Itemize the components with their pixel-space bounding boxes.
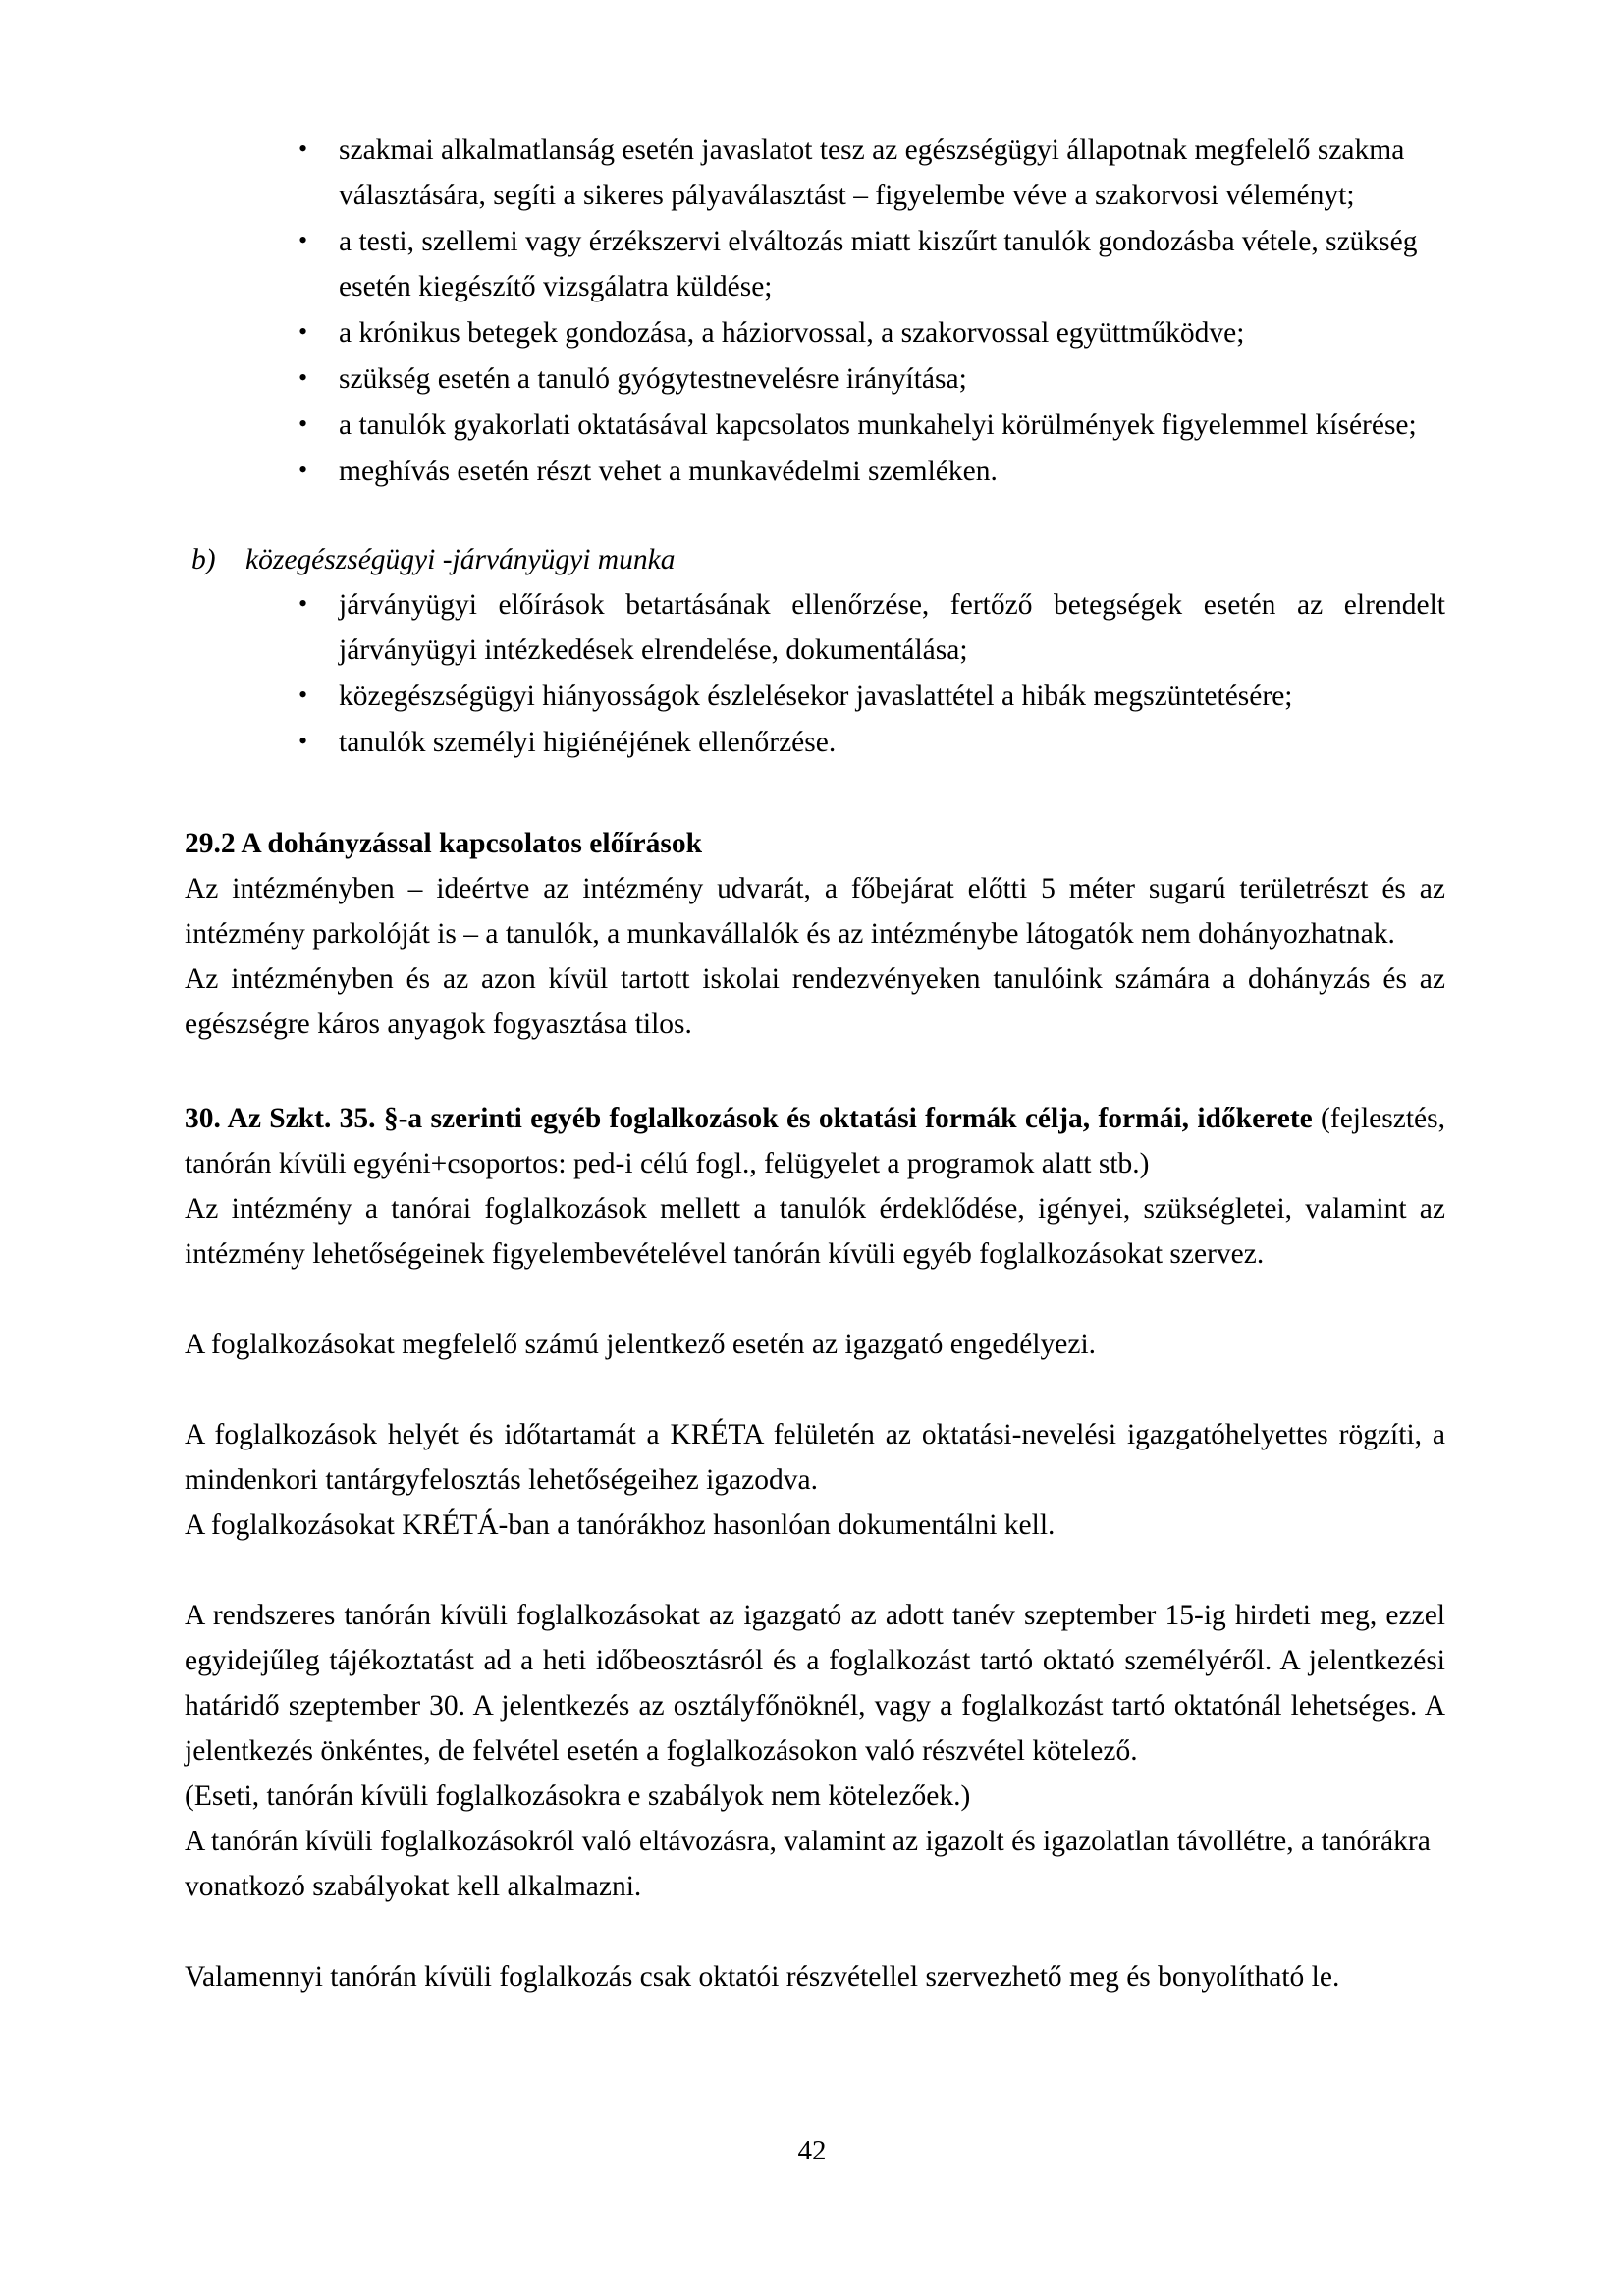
- list-item: • tanulók személyi higiénéjének ellenőrzése.: [185, 720, 1445, 765]
- list-item: • járványügyi előírások betartásának ellenőrzése, fertőző betegségek esetén az elrendelt járványügyi intézkedések elrendelése, dokumentálása;: [185, 582, 1445, 673]
- section-heading-30: [185, 1096, 1445, 1186]
- section-30-paragraph-2: A foglalkozásokat megfelelő számú jelentkező esetén az igazgató engedélyezi.: [185, 1329, 1097, 1360]
- subheading-b: [185, 537, 1445, 582]
- section-29-2-paragraph-2: Az intézményben és az azon kívül tartott iskolai rendezvényeken tanulóink számára a dohányzás és az egészségre káros anyagok fogyasztása tilos.: [185, 963, 1445, 1040]
- section-heading-29-2: 29.2 A dohányzással kapcsolatos előírások: [185, 828, 702, 859]
- section-heading-30-normal: (fejlesztés, tanórán kívüli egyéni+csoportos: ped-i célú fogl., felügyelet a programok alatt stb.): [185, 1103, 1445, 1179]
- section-30-paragraph-4: A foglalkozásokat KRÉTÁ-ban a tanórákhoz hasonlóan dokumentálni kell.: [185, 1509, 1056, 1541]
- spacer: [185, 1277, 1445, 1322]
- list-item: • a testi, szellemi vagy érzékszervi elváltozás miatt kiszűrt tanulók gondozásba vétele, szükség esetén kiegészítő vizsgálatra küldése;: [185, 219, 1445, 309]
- section-30-paragraph-3: A foglalkozások helyét és időtartamát a KRÉTA felületén az oktatási-nevelési igazgatóhelyettes rögzíti, a mindenkori tantárgyfelosztás lehetőségeihez igazodva.: [185, 1419, 1445, 1496]
- section-30-paragraph-8: Valamennyi tanórán kívüli foglalkozás csak oktatói részvétellel szervezhető meg és bonyolítható le.: [185, 1961, 1340, 1993]
- subheading-label: közegészségügyi -járványügyi munka: [245, 544, 676, 575]
- section-30-paragraph-1: Az intézmény a tanórai foglalkozások mellett a tanulók érdeklődése, igényei, szükségletei, valamint az intézmény lehetőségeinek figyelembevételével tanórán kívüli egyéb foglalkozásokat szervez.: [185, 1193, 1445, 1270]
- spacer: [185, 1548, 1445, 1593]
- page-content: [185, 128, 1445, 1999]
- bullet-list-epidemiological-tasks: [185, 582, 1445, 765]
- list-item: • szakmai alkalmatlanság esetén javaslatot tesz az egészségügyi állapotnak megfelelő szakma választására, segíti a sikeres pályaválasztást – figyelembe véve a szakorvosi véleményt;: [185, 128, 1445, 218]
- spacer: [185, 1909, 1445, 1954]
- subheading-marker: b): [191, 544, 216, 575]
- list-item: • a tanulók gyakorlati oktatásával kapcsolatos munkahelyi körülmények figyelemmel kísérése;: [185, 403, 1445, 448]
- bullet-list-school-health-tasks: [185, 128, 1445, 494]
- list-item: • a krónikus betegek gondozása, a háziorvossal, a szakorvossal együttműködve;: [185, 310, 1445, 355]
- section-30-paragraph-6: (Eseti, tanórán kívüli foglalkozásokra e szabályok nem kötelezőek.): [185, 1780, 971, 1812]
- section-30-paragraph-5: A rendszeres tanórán kívüli foglalkozásokat az igazgató az adott tanév szeptember 15-ig hirdeti meg, ezzel egyidejűleg tájékoztatást ad a heti időbeosztásról és a foglalkozást tartó oktató személyéről. A jelentkezési határidő szeptember 30. A jelentkezés az osztályfőnöknél, vagy a foglalkozást tartó oktatónál lehetséges. A jelentkezés önkéntes, de felvétel esetén a foglalkozásokon való részvétel kötelező.: [185, 1600, 1445, 1767]
- spacer: [185, 1047, 1445, 1096]
- list-item: • szükség esetén a tanuló gyógytestnevelésre irányítása;: [185, 356, 1445, 402]
- section-30-paragraph-7: A tanórán kívüli foglalkozásokról való eltávozásra, valamint az igazolt és igazolatlan távollétre, a tanórákra vonatkozó szabályokat kell alkalmazni.: [185, 1826, 1431, 1902]
- section-heading-30-bold: 30. Az Szkt. 35. §-a szerinti egyéb foglalkozások és oktatási formák célja, formái, időkerete: [185, 1103, 1313, 1134]
- list-item: • közegészségügyi hiányosságok észlelésekor javaslattétel a hibák megszüntetésére;: [185, 674, 1445, 719]
- spacer: [185, 1367, 1445, 1412]
- spacer: [185, 766, 1445, 821]
- page-number: 42: [797, 2135, 827, 2166]
- section-29-2-paragraph-1: Az intézményben – ideértve az intézmény udvarát, a főbejárat előtti 5 méter sugarú területrészt és az intézmény parkolóját is – a tanulók, a munkavállalók és az intézménybe látogatók nem dohányozhatnak.: [185, 873, 1445, 950]
- list-item: • meghívás esetén részt vehet a munkavédelmi szemléken.: [185, 449, 1445, 494]
